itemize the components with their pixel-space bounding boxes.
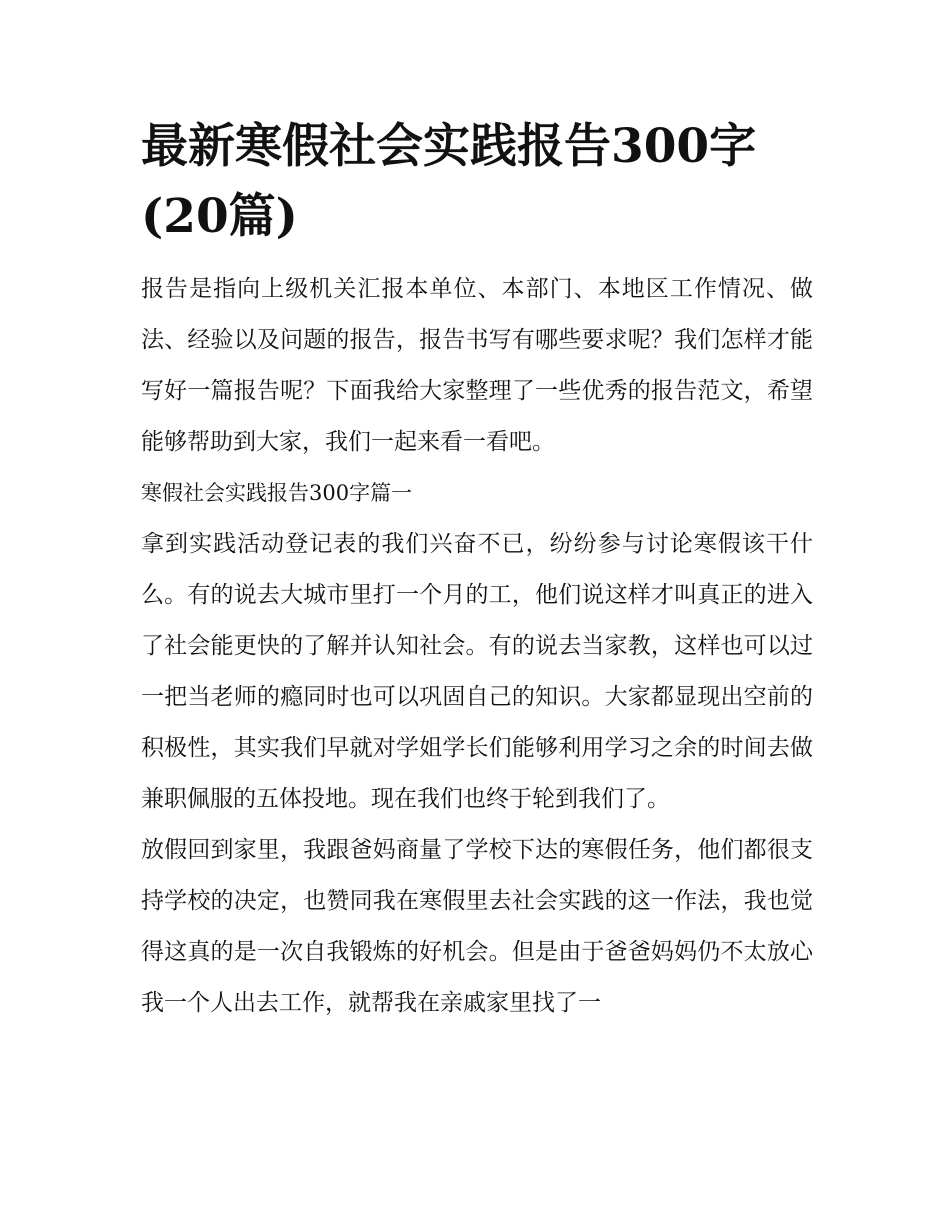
body-paragraph-2: 放假回到家里，我跟爸妈商量了学校下达的寒假任务，他们都很支持学校的决定，也赞同我在寒假里去社会实践的这一作法，我也觉得这真的是一次自我锻炼的好机会。但是由于爸爸妈妈仍不太放心我一个人出去工作，就帮我在亲戚家里找了一 (141, 837, 813, 1016)
section-heading: 寒假社会实践报告300字篇一 (141, 481, 413, 505)
document-page (141, 112, 813, 1029)
document-title: 最新寒假社会实践报告300字(20篇) (141, 119, 757, 244)
intro-paragraph: 报告是指向上级机关汇报本单位、本部门、本地区工作情况、做法、经验以及问题的报告，报告书写有哪些要求呢？我们怎样才能写好一篇报告呢？下面我给大家整理了一些优秀的报告范文，希望能够帮助到大家，我们一起来看一看吧。 (141, 276, 813, 455)
body-paragraph-1: 拿到实践活动登记表的我们兴奋不已，纷纷参与讨论寒假该干什么。有的说去大城市里打一个月的工，他们说这样才叫真正的进入了社会能更快的了解并认知社会。有的说去当家教，这样也可以过一把当老师的瘾同时也可以巩固自己的知识。大家都显现出空前的积极性，其实我们早就对学姐学长们能够利用学习之余的时间去做兼职佩服的五体投地。现在我们也终于轮到我们了。 (141, 531, 813, 812)
document-body (141, 264, 813, 1029)
